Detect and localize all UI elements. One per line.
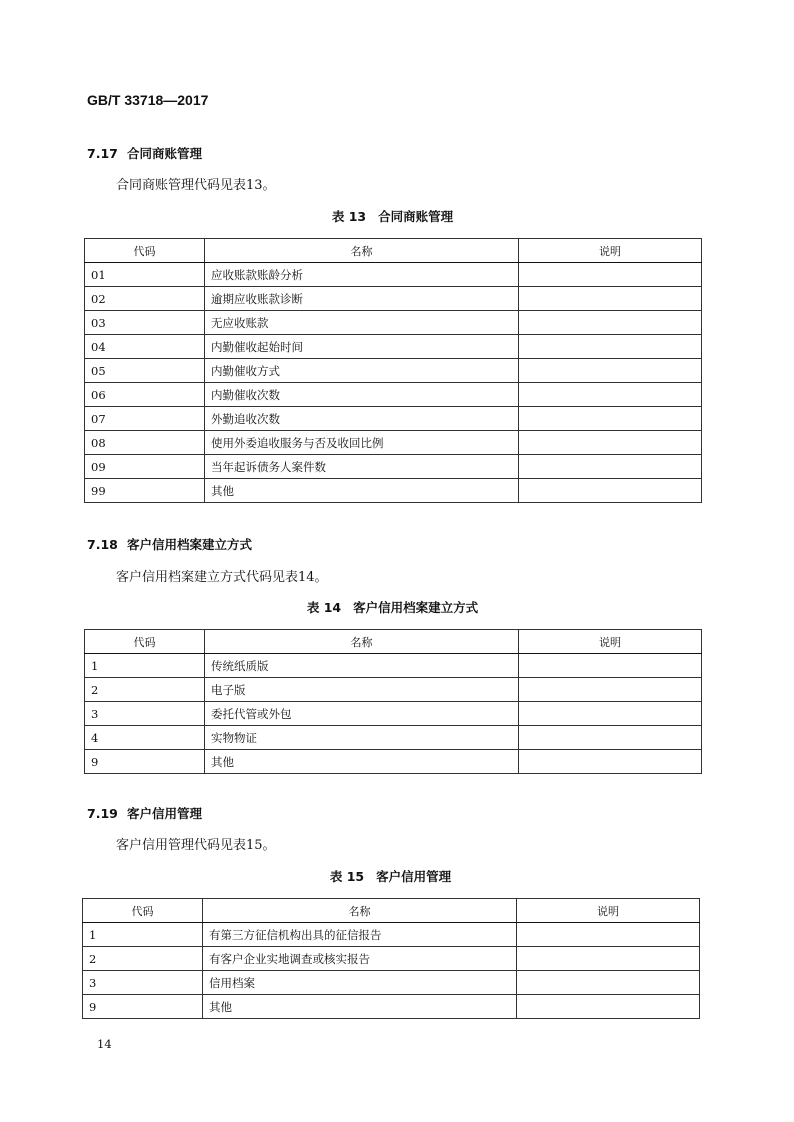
code-cell: 03 xyxy=(85,311,205,335)
table-row xyxy=(85,678,702,702)
name-cell: 当年起诉债务人案件数 xyxy=(205,455,519,479)
standard-code: GB/T 33718—2017 xyxy=(87,92,209,108)
note-cell xyxy=(519,750,702,774)
table-row xyxy=(85,263,702,287)
note-header: 说明 xyxy=(519,239,702,263)
note-cell xyxy=(519,726,702,750)
table-label: 表 14 xyxy=(306,600,342,615)
name-cell: 外勤追收次数 xyxy=(205,407,519,431)
section-intro-7-18: 客户信用档案建立方式代码见表14。 xyxy=(116,570,328,585)
name-cell: 内勤催收起始时间 xyxy=(205,335,519,359)
code-cell: 9 xyxy=(85,750,205,774)
code-header: 代码 xyxy=(85,239,205,263)
table-caption: 客户信用档案建立方式 xyxy=(353,600,479,615)
section-intro-7-17: 合同商账管理代码见表13。 xyxy=(116,178,276,193)
name-cell: 电子版 xyxy=(205,678,519,702)
note-header: 说明 xyxy=(517,899,700,923)
name-cell: 其他 xyxy=(205,479,519,503)
name-cell: 委托代管或外包 xyxy=(205,702,519,726)
table-row xyxy=(85,455,702,479)
code-cell: 1 xyxy=(83,923,203,947)
note-cell xyxy=(519,479,702,503)
section-heading-7-19 xyxy=(87,804,202,822)
note-cell xyxy=(517,947,700,971)
table-row xyxy=(85,287,702,311)
section-title: 客户信用管理 xyxy=(127,806,203,821)
table-14 xyxy=(84,629,702,774)
code-cell: 2 xyxy=(85,678,205,702)
name-cell: 信用档案 xyxy=(203,971,517,995)
code-cell: 05 xyxy=(85,359,205,383)
note-cell xyxy=(519,359,702,383)
name-cell: 无应收账款 xyxy=(205,311,519,335)
table-row xyxy=(83,995,700,1019)
code-cell: 3 xyxy=(85,702,205,726)
table-14-title xyxy=(84,598,701,616)
table-row xyxy=(85,311,702,335)
note-cell xyxy=(519,431,702,455)
table-row xyxy=(83,923,700,947)
table-row xyxy=(85,702,702,726)
name-cell: 使用外委追收服务与否及收回比例 xyxy=(205,431,519,455)
code-cell: 08 xyxy=(85,431,205,455)
code-cell: 01 xyxy=(85,263,205,287)
note-cell xyxy=(519,678,702,702)
note-cell xyxy=(519,702,702,726)
name-header: 名称 xyxy=(205,630,519,654)
code-cell: 02 xyxy=(85,287,205,311)
page-number: 14 xyxy=(97,1037,112,1051)
code-cell: 99 xyxy=(85,479,205,503)
name-cell: 内勤催收方式 xyxy=(205,359,519,383)
section-heading-7-18 xyxy=(87,535,252,553)
name-cell: 其他 xyxy=(203,995,517,1019)
name-header: 名称 xyxy=(205,239,519,263)
table-row xyxy=(83,947,700,971)
note-cell xyxy=(519,383,702,407)
section-heading-7-17 xyxy=(87,144,202,162)
code-cell: 3 xyxy=(83,971,203,995)
code-header: 代码 xyxy=(83,899,203,923)
table-label: 表 13 xyxy=(331,209,367,224)
name-cell: 实物物证 xyxy=(205,726,519,750)
note-cell xyxy=(519,455,702,479)
table-15 xyxy=(82,898,700,1019)
section-title: 客户信用档案建立方式 xyxy=(127,537,253,552)
table-label: 表 15 xyxy=(329,869,365,884)
table-row xyxy=(83,971,700,995)
name-header: 名称 xyxy=(203,899,517,923)
table-row xyxy=(85,359,702,383)
table-row xyxy=(85,431,702,455)
name-cell: 有第三方征信机构出具的征信报告 xyxy=(203,923,517,947)
code-header: 代码 xyxy=(85,630,205,654)
section-intro-7-19: 客户信用管理代码见表15。 xyxy=(116,838,276,853)
code-cell: 06 xyxy=(85,383,205,407)
table-caption: 客户信用管理 xyxy=(376,869,452,884)
note-cell xyxy=(519,407,702,431)
name-cell: 应收账款账龄分析 xyxy=(205,263,519,287)
table-caption: 合同商账管理 xyxy=(378,209,454,224)
code-cell: 07 xyxy=(85,407,205,431)
name-cell: 有客户企业实地调查或核实报告 xyxy=(203,947,517,971)
table-13 xyxy=(84,238,702,503)
table-row xyxy=(85,750,702,774)
code-cell: 1 xyxy=(85,654,205,678)
code-cell: 2 xyxy=(83,947,203,971)
table-13-title xyxy=(84,207,701,225)
name-cell: 内勤催收次数 xyxy=(205,383,519,407)
table-row xyxy=(85,407,702,431)
note-cell xyxy=(519,335,702,359)
table-row xyxy=(85,726,702,750)
name-cell: 逾期应收账款诊断 xyxy=(205,287,519,311)
note-cell xyxy=(519,654,702,678)
section-number: 7.19 xyxy=(87,806,118,821)
note-cell xyxy=(519,311,702,335)
section-title: 合同商账管理 xyxy=(127,146,203,161)
table-row xyxy=(85,335,702,359)
section-number: 7.17 xyxy=(87,146,118,161)
table-row xyxy=(85,654,702,678)
note-header: 说明 xyxy=(519,630,702,654)
code-cell: 9 xyxy=(83,995,203,1019)
section-number: 7.18 xyxy=(87,537,118,552)
note-cell xyxy=(519,287,702,311)
table-row xyxy=(85,383,702,407)
note-cell xyxy=(519,263,702,287)
name-cell: 传统纸质版 xyxy=(205,654,519,678)
code-cell: 04 xyxy=(85,335,205,359)
name-cell: 其他 xyxy=(205,750,519,774)
note-cell xyxy=(517,923,700,947)
code-cell: 09 xyxy=(85,455,205,479)
table-row xyxy=(85,479,702,503)
table-15-title xyxy=(82,867,699,885)
code-cell: 4 xyxy=(85,726,205,750)
note-cell xyxy=(517,971,700,995)
note-cell xyxy=(517,995,700,1019)
